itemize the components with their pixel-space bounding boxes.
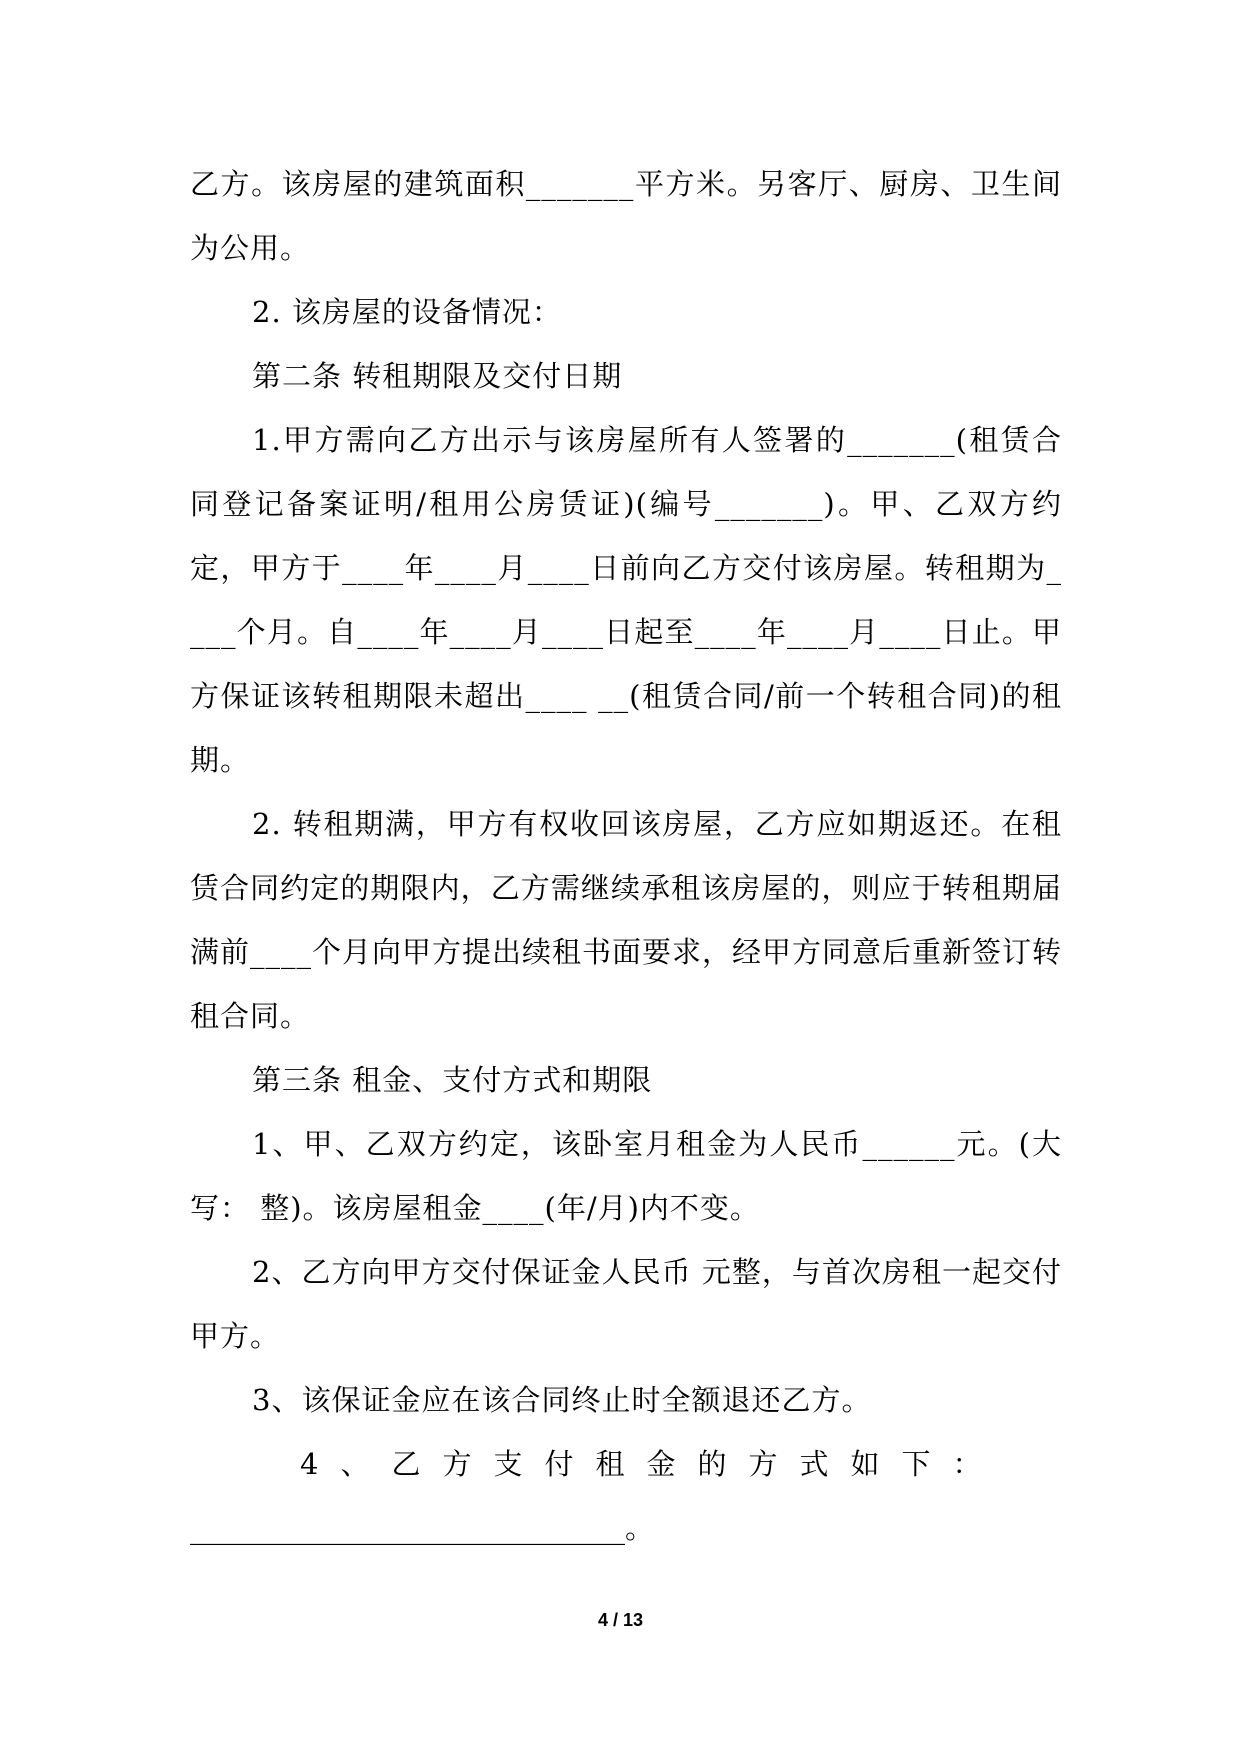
paragraph-equipment: 2. 该房屋的设备情况： — [252, 295, 562, 329]
heading-article-3: 第三条 租金、支付方式和期限 — [252, 1063, 653, 1097]
document-body — [190, 152, 1062, 1560]
paragraph-deposit: 2、乙方向甲方交付保证金人民币 元整，与首次房租一起交付甲方。 — [190, 1255, 1062, 1353]
paragraph-rent-amount: 1、甲、乙双方约定，该卧室月租金为人民币______元。(大写： 整)。该房屋租金____(年/月)内不变。 — [190, 1127, 1062, 1225]
page-number: 4 / 13 — [597, 1610, 644, 1630]
paragraph-payment-method: 4、乙方支付租金的方式如下： — [300, 1447, 1004, 1481]
paragraph-sublease-term: 1.甲方需向乙方出示与该房屋所有人签署的_______(租赁合同登记备案证明/租用公房赁证)(编号_______)。甲、乙双方约定，甲方于____年____月____日前向乙方交付该房屋。转租期为____个月。自____年____月____日起至____年____月____日止。甲方保证该转租期限未超出____ __(租赁合同/前一个转租合同)的租期。 — [190, 423, 1062, 777]
paragraph-payment-blank: ______________________________。 — [190, 1511, 655, 1545]
paragraph-deposit-refund: 3、该保证金应在该合同终止时全额退还乙方。 — [252, 1383, 872, 1417]
paragraph-lease-renewal: 2. 转租期满，甲方有权收回该房屋，乙方应如期返还。在租赁合同约定的期限内，乙方需继续承租该房屋的，则应于转租期届满前____个月向甲方提出续租书面要求，经甲方同意后重新签订转租合同。 — [190, 807, 1063, 1033]
heading-article-2: 第二条 转租期限及交付日期 — [252, 359, 623, 393]
paragraph-room-area: 乙方。该房屋的建筑面积_______平方米。另客厅、厨房、卫生间为公用。 — [190, 167, 1062, 265]
